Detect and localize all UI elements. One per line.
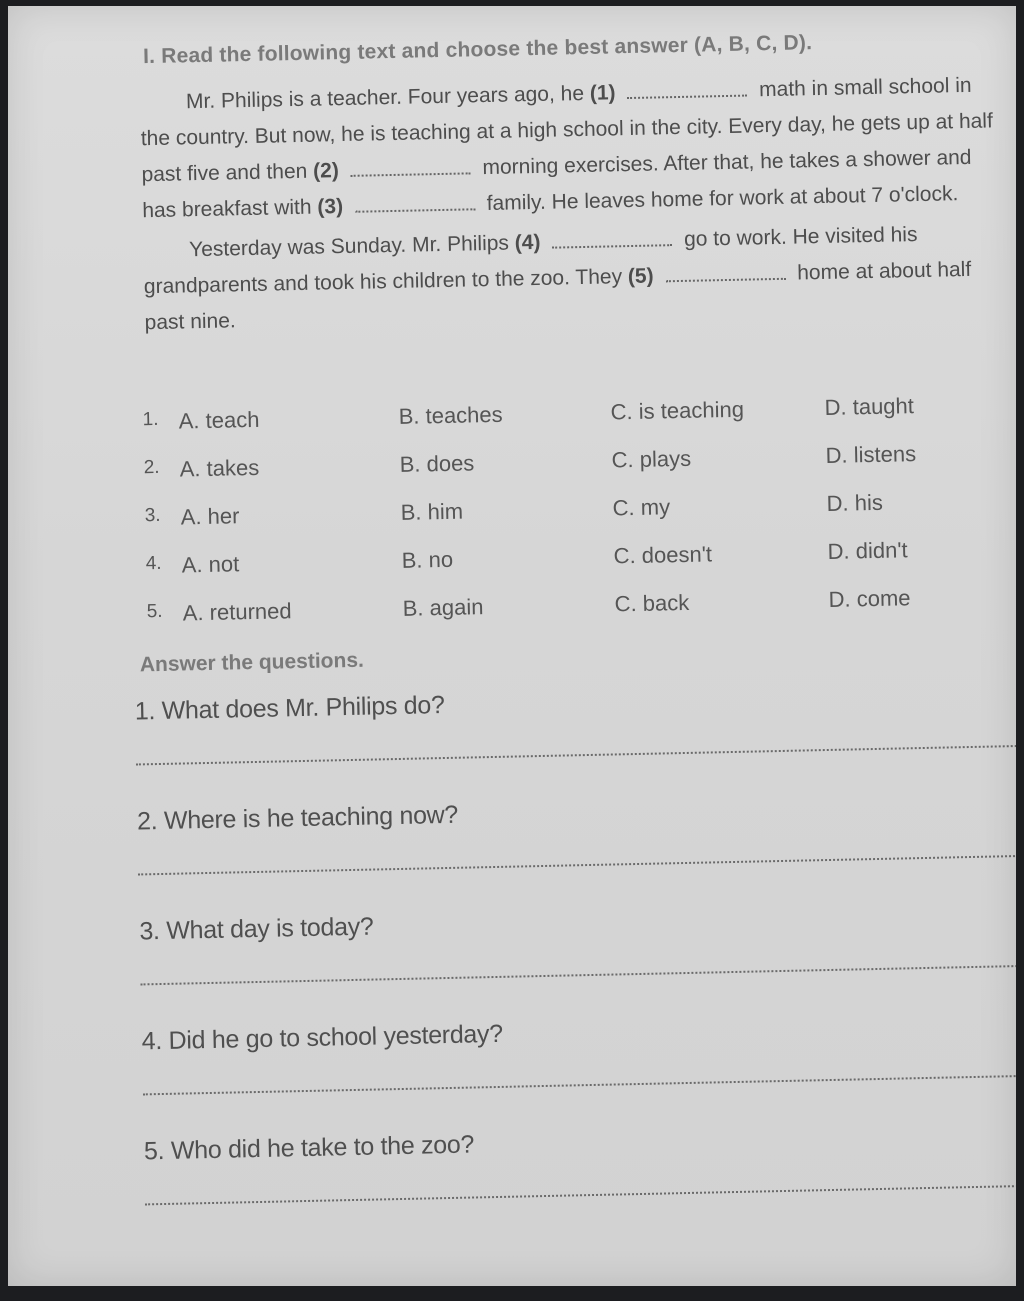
passage-paragraph-2 [143, 215, 1005, 341]
question-item [141, 1005, 1016, 1134]
question-text: 3. What day is today? [139, 912, 374, 946]
option-a[interactable]: A. her [180, 503, 240, 530]
option-d[interactable]: D. didn't [827, 537, 908, 564]
option-d[interactable]: D. his [826, 489, 884, 516]
answer-line[interactable] [140, 965, 1016, 986]
option-b[interactable]: B. does [399, 450, 475, 477]
question-text: 2. Where is he teaching now? [136, 800, 459, 836]
answer-blank[interactable] [350, 154, 470, 177]
option-d[interactable]: D. come [828, 585, 911, 612]
answer-line[interactable] [145, 1185, 1016, 1206]
option-d[interactable]: D. listens [825, 441, 917, 468]
passage-text: morning exercises. After that, he takes a shower and has breakfast with [142, 145, 972, 223]
option-a[interactable]: A. teach [178, 406, 260, 434]
option-d[interactable]: D. taught [824, 393, 915, 420]
answer-blank[interactable] [552, 226, 672, 249]
option-number: 3. [144, 504, 161, 527]
answer-blank[interactable] [627, 77, 747, 100]
blank-number: (5) [627, 264, 654, 289]
option-b[interactable]: B. again [402, 594, 484, 621]
question-list [134, 675, 1016, 1244]
answer-blank[interactable] [355, 190, 475, 213]
option-c[interactable]: C. is teaching [610, 396, 745, 425]
passage-text: Mr. Philips is a teacher. Four years ago, he [185, 81, 585, 114]
option-number: 1. [142, 408, 159, 431]
question-text: 5. Who did he take to the zoo? [143, 1130, 475, 1166]
option-c[interactable]: C. back [614, 589, 690, 617]
option-b[interactable]: B. teaches [398, 401, 503, 429]
passage-text: math in small school in the country. But now, he is teaching at a high school in the city. Every day, he gets up at half past five and then [140, 73, 994, 187]
passage-text: home at about half past nine. [144, 257, 972, 335]
option-a[interactable]: A. returned [182, 598, 292, 626]
exercise-instruction: I. Read the following text and choose the best answer (A, B, C, D). [142, 31, 813, 69]
worksheet-content [8, 6, 1016, 1286]
passage-text: Yesterday was Sunday. Mr. Philips [188, 231, 510, 262]
blank-number: (1) [589, 81, 616, 105]
question-item [139, 895, 1016, 1024]
answer-questions-heading: Answer the questions. [139, 648, 365, 677]
option-b[interactable]: B. him [400, 498, 464, 525]
blank-number: (2) [312, 159, 340, 183]
option-a[interactable]: A. takes [179, 454, 260, 482]
question-item [134, 675, 1016, 804]
question-text: 1. What does Mr. Philips do? [134, 691, 445, 726]
question-text: 4. Did he go to school yesterday? [141, 1019, 504, 1056]
option-c[interactable]: C. plays [611, 445, 692, 473]
option-a[interactable]: A. not [181, 551, 240, 578]
question-item [144, 1115, 1016, 1244]
passage-text: family. He leaves home for work at about 7 o'clock. [486, 182, 959, 216]
answer-options [142, 391, 1007, 649]
option-c[interactable]: C. my [612, 494, 671, 521]
option-number: 5. [146, 600, 163, 623]
answer-line[interactable] [136, 745, 1016, 766]
question-item [137, 785, 1016, 914]
worksheet-page [8, 6, 1016, 1286]
option-c[interactable]: C. doesn't [613, 541, 713, 569]
option-number: 2. [143, 456, 160, 479]
blank-number: (4) [514, 230, 541, 255]
answer-line[interactable] [138, 855, 1016, 876]
reading-passage [140, 67, 1005, 341]
blank-number: (3) [317, 195, 344, 219]
passage-text: go to work. He visited his grandparents and took his children to the zoo. They [143, 223, 918, 299]
passage-paragraph-1 [140, 67, 1003, 229]
option-number: 4. [145, 552, 162, 575]
answer-line[interactable] [143, 1075, 1016, 1096]
option-b[interactable]: B. no [401, 546, 454, 573]
answer-blank[interactable] [665, 260, 785, 283]
